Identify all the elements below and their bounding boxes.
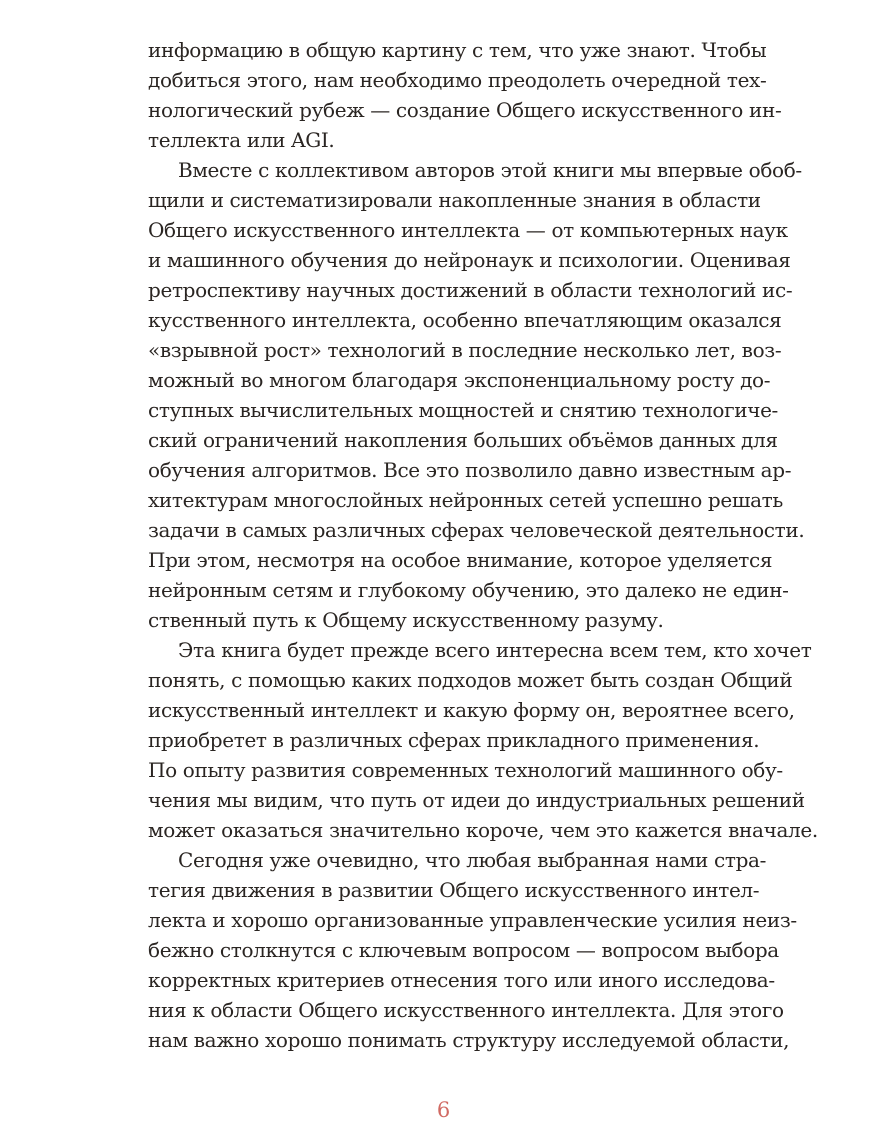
- text-line: приобретет в различных сферах прикладного применения.: [148, 728, 760, 752]
- text-line: нейронным сетям и глубокому обучению, это далеко не един-: [148, 578, 789, 602]
- text-line: Вместе с коллективом авторов этой книги мы впервые обоб-: [178, 158, 802, 182]
- text-line: Эта книга будет прежде всего интересна всем тем, кто хочет: [178, 638, 812, 662]
- text-line: нологический рубеж — создание Общего искусственного ин-: [148, 98, 782, 122]
- text-line: и машинного обучения до нейронаук и психологии. Оценивая: [148, 248, 791, 272]
- paragraph: [148, 845, 797, 1055]
- text-line: чения мы видим, что путь от идеи до индустриальных решений: [148, 788, 805, 812]
- text-line: искусственный интеллект и какую форму он, вероятнее всего,: [148, 698, 795, 722]
- text-line: При этом, несмотря на особое внимание, которое уделяется: [148, 548, 773, 572]
- text-line: ступных вычислительных мощностей и снятию технологиче-: [148, 398, 778, 422]
- text-line: понять, с помощью каких подходов может быть создан Общий: [148, 668, 793, 692]
- text-line: лекта и хорошо организованные управленческие усилия неиз-: [148, 908, 797, 932]
- text-line: ственный путь к Общему искусственному разуму.: [148, 608, 664, 632]
- text-line: тегия движения в развитии Общего искусственного интел-: [148, 878, 760, 902]
- text-line: Общего искусственного интеллекта — от компьютерных наук: [148, 218, 788, 242]
- text-line: По опыту развития современных технологий машинного обу-: [148, 758, 783, 782]
- text-line: ский ограничений накопления больших объёмов данных для: [148, 428, 778, 452]
- paragraph: [148, 35, 782, 155]
- text-line: щили и систематизировали накопленные знания в области: [148, 188, 761, 212]
- text-line: кусственного интеллекта, особенно впечатляющим оказался: [148, 308, 782, 332]
- text-line: добиться этого, нам необходимо преодолеть очередной тех-: [148, 68, 767, 92]
- body-text: [148, 35, 818, 1055]
- text-line: обучения алгоритмов. Все это позволило давно известным ар-: [148, 458, 792, 482]
- text-line: информацию в общую картину с тем, что уже знают. Чтобы: [148, 38, 767, 62]
- text-line: «взрывной рост» технологий в последние несколько лет, воз-: [148, 338, 782, 362]
- page-number: 6: [436, 1098, 451, 1122]
- text-line: может оказаться значительно короче, чем это кажется вначале.: [148, 818, 818, 842]
- paragraph: [148, 155, 805, 635]
- text-line: можный во многом благодаря экспоненциальному росту до-: [148, 368, 771, 392]
- paragraph: [148, 635, 818, 845]
- text-line: ретроспективу научных достижений в области технологий ис-: [148, 278, 793, 302]
- text-line: бежно столкнутся с ключевым вопросом — вопросом выбора: [148, 938, 779, 962]
- text-line: ния к области Общего искусственного интеллекта. Для этого: [148, 998, 784, 1022]
- text-line: хитектурам многослойных нейронных сетей успешно решать: [148, 488, 783, 512]
- text-line: теллекта или AGI.: [148, 128, 335, 152]
- text-line: задачи в самых различных сферах человеческой деятельности.: [148, 518, 805, 542]
- text-line: корректных критериев отнесения того или иного исследова-: [148, 968, 775, 992]
- text-line: нам важно хорошо понимать структуру исследуемой области,: [148, 1028, 790, 1052]
- text-line: Сегодня уже очевидно, что любая выбранная нами стра-: [178, 848, 767, 872]
